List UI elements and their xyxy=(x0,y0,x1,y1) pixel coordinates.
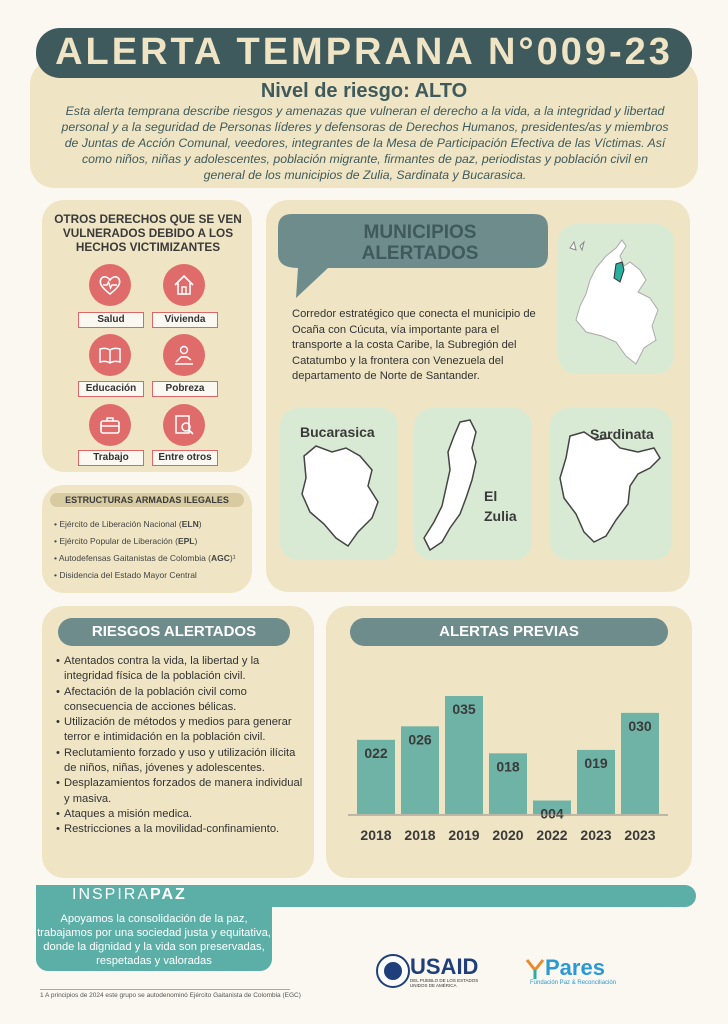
bar-value-label: 026 xyxy=(408,731,432,748)
municipios-title: MUNICIPIOS ALERTADOS xyxy=(361,222,479,264)
rights-label-trabajo: Trabajo xyxy=(78,450,144,466)
alertas-previas-title: ALERTAS PREVIAS xyxy=(350,618,668,646)
rights-label-pobreza: Pobreza xyxy=(152,381,218,397)
armed-group-item: • Ejército Popular de Liberación (EPL) xyxy=(54,536,198,546)
footnote-divider xyxy=(40,989,290,990)
rights-item-pobreza xyxy=(163,334,205,376)
x-tick-label: 2019 xyxy=(448,827,480,843)
page-title: ALERTA TEMPRANA N°009-23 xyxy=(55,31,673,73)
rights-label-entre-otros: Entre otros xyxy=(152,450,218,466)
rights-item-trabajo xyxy=(89,404,131,446)
armed-groups-title: ESTRUCTURAS ARMADAS ILEGALES xyxy=(50,493,244,507)
document-search-icon xyxy=(163,404,205,446)
rights-label-vivienda: Vivienda xyxy=(152,312,218,328)
heart-pulse-icon xyxy=(89,264,131,306)
usaid-logo: USAID xyxy=(410,954,479,979)
riesgos-title: RIESGOS ALERTADOS xyxy=(58,618,290,646)
bar-value-label: 019 xyxy=(584,754,608,771)
rights-item-salud xyxy=(89,264,131,306)
list-item: • Restricciones a la movilidad-confinamiento. xyxy=(56,822,306,837)
municipio-name: Sardinata xyxy=(590,426,654,442)
inspirapaz-text: Apoyamos la consolidación de la paz, trabajamos por una sociedad justa y equitativa, donde la dignidad y la vida son preservadas, respetadas y valoradas xyxy=(37,913,271,967)
rights-label-educacion: Educación xyxy=(78,381,144,397)
usaid-seal-icon xyxy=(376,954,410,988)
rights-item-educacion xyxy=(89,334,131,376)
municipio-name: El Zulia xyxy=(484,488,517,524)
bar-value-label: 018 xyxy=(496,758,520,775)
list-item: • Utilización de métodos y medios para generar terror e intimidación en la población civil. xyxy=(56,715,306,746)
list-item: • Reclutamiento forzado y uso y utilización ilícita de niños, niñas, jóvenes y adolescentes. xyxy=(56,746,306,777)
pares-subtitle: Fundación Paz & Reconciliación xyxy=(530,980,617,986)
colombia-map xyxy=(566,236,670,368)
armed-group-item: • Autodefensas Gaitanistas de Colombia (AGC)¹ xyxy=(54,553,236,563)
list-item: • Afectación de la población civil como consecuencia de acciones bélicas. xyxy=(56,685,306,716)
bar-value-label: 030 xyxy=(628,717,652,734)
armed-group-item: • Ejército de Liberación Nacional (ELN) xyxy=(54,519,202,529)
risk-level: Nivel de riesgo: ALTO xyxy=(260,80,468,102)
list-item: • Ataques a misión medica. xyxy=(56,807,306,822)
footnote: 1 A principios de 2024 este grupo se autodenominó Ejército Gaitanista de Colombia (EGC) xyxy=(40,992,301,999)
x-tick-label: 2023 xyxy=(580,827,612,843)
x-tick-label: 2022 xyxy=(536,827,568,843)
rights-label-salud: Salud xyxy=(78,312,144,328)
sardinata-shape xyxy=(556,428,666,548)
hand-coin-icon xyxy=(163,334,205,376)
briefcase-icon xyxy=(89,404,131,446)
bucarasica-shape xyxy=(296,442,386,550)
x-tick-label: 2018 xyxy=(404,827,436,843)
alert-description: Esta alerta temprana describe riesgos y amenazas que vulneran el derecho a la vida, a la integridad y libertad personal y a la seguridad de Personas líderes y defensoras de Derechos Humanos, presidentes/as y miembros de Juntas de Acción Comunal, veedores, integrantes de la Mesa de Participación Efectiva de las Víctimas. Así como niños, niñas y adolescentes, población migrante, firmantes de paz, periodistas y población civil en general de los municipios de Zulia, Sardinata y Bucarasica. xyxy=(61,104,669,182)
bar-value-label: 035 xyxy=(452,701,476,717)
rights-item-vivienda xyxy=(163,264,205,306)
bar-value-label: 022 xyxy=(364,744,388,761)
inspirapaz-logo: INSPIRAPAZ xyxy=(72,886,187,903)
x-tick-label: 2018 xyxy=(360,827,392,843)
bar-value-label: 004 xyxy=(540,805,564,822)
other-rights-title: OTROS DERECHOS QUE SE VEN VULNERADOS DEBIDO A LOS HECHOS VICTIMIZANTES xyxy=(54,212,242,254)
house-icon xyxy=(163,264,205,306)
armed-group-item: • Disidencia del Estado Mayor Central xyxy=(54,570,197,580)
list-item: • Atentados contra la vida, la libertad y la integridad física de la población civil. xyxy=(56,654,306,685)
rights-item-entre-otros xyxy=(163,404,205,446)
municipios-description: Corredor estratégico que conecta el municipio de Ocaña con Cúcuta, vía importante para el transporte a la costa Caribe, la Subregión del Catatumbo y la frontera con Venezuela del departamento de Norte de Santander. xyxy=(292,308,536,382)
riesgos-list xyxy=(56,654,306,838)
x-tick-label: 2023 xyxy=(624,827,656,843)
alertas-previas-chart xyxy=(346,680,676,850)
pares-logo: Pares xyxy=(545,955,605,980)
x-tick-label: 2020 xyxy=(492,827,524,843)
book-icon xyxy=(89,334,131,376)
usaid-subtitle: DEL PUEBLO DE LOS ESTADOS UNIDOS DE AMÉRICA xyxy=(410,978,479,988)
list-item: • Desplazamientos forzados de manera individual y masiva. xyxy=(56,776,306,807)
municipio-name: Bucarasica xyxy=(300,424,375,440)
